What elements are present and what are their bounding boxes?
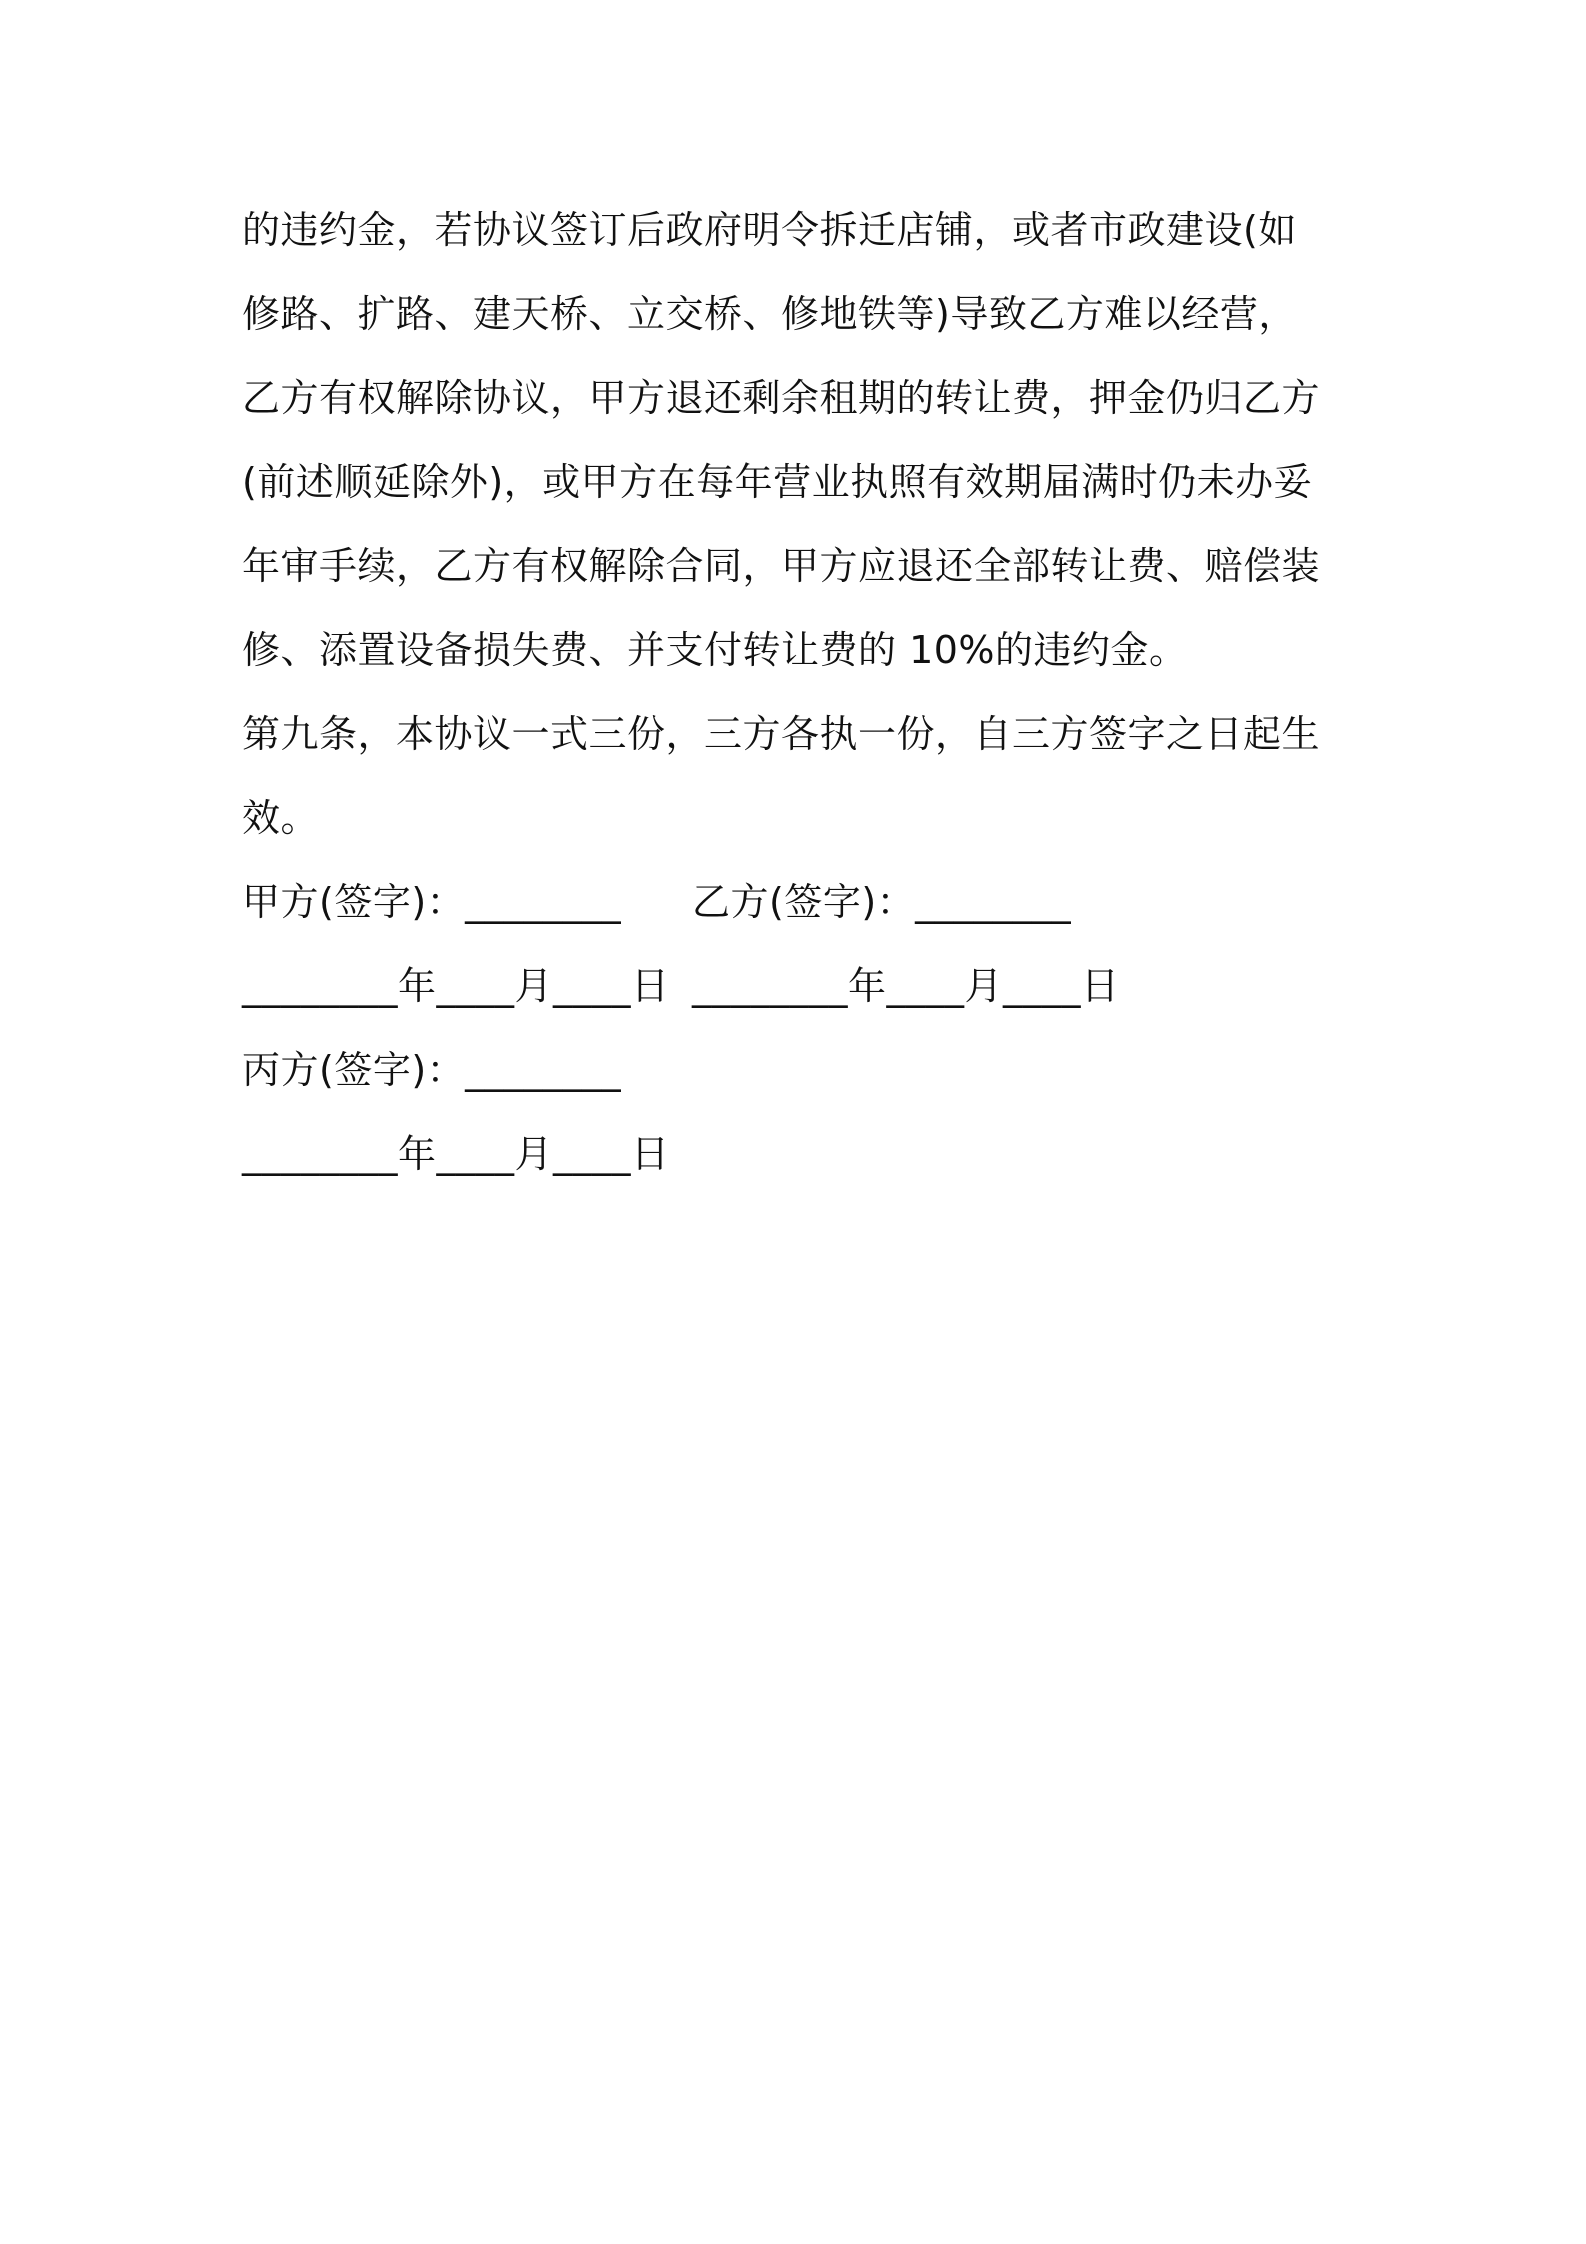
paragraph-line: 年审手续，乙方有权解除合同，甲方应退还全部转让费、赔偿装 <box>242 544 1321 588</box>
paragraph-line: 修路、扩路、建天桥、立交桥、修地铁等)导致乙方难以经营， <box>242 292 1297 336</box>
party-c-signature: 丙方(签字)：________ <box>242 1048 622 1092</box>
paragraph-line: (前述顺延除外)，或甲方在每年营业执照有效期届满时仍未办妥 <box>242 460 1313 504</box>
paragraph-line: 修、添置设备损失费、并支付转让费的 10%的违约金。 <box>242 628 1188 672</box>
paragraph-line: 的违约金，若协议签订后政府明令拆迁店铺，或者市政建设(如 <box>242 208 1297 252</box>
party-b-date: ________年____月____日 <box>692 964 1120 1008</box>
date-row-ab <box>242 944 1372 1028</box>
article-9-line: 第九条，本协议一式三份，三方各执一份，自三方签字之日起生 <box>242 712 1321 756</box>
contract-text <box>242 188 1372 1196</box>
party-b-signature: 乙方(签字)：________ <box>692 880 1072 924</box>
paragraph-line: 乙方有权解除协议，甲方退还剩余租期的转让费，押金仍归乙方 <box>242 376 1321 420</box>
party-a-signature: 甲方(签字)：________ <box>242 880 622 924</box>
signature-row-ab <box>242 860 1372 944</box>
party-a-date: ________年____月____日 <box>242 964 670 1008</box>
party-c-date: ________年____月____日 <box>242 1132 670 1176</box>
article-9-line: 效。 <box>242 796 320 840</box>
